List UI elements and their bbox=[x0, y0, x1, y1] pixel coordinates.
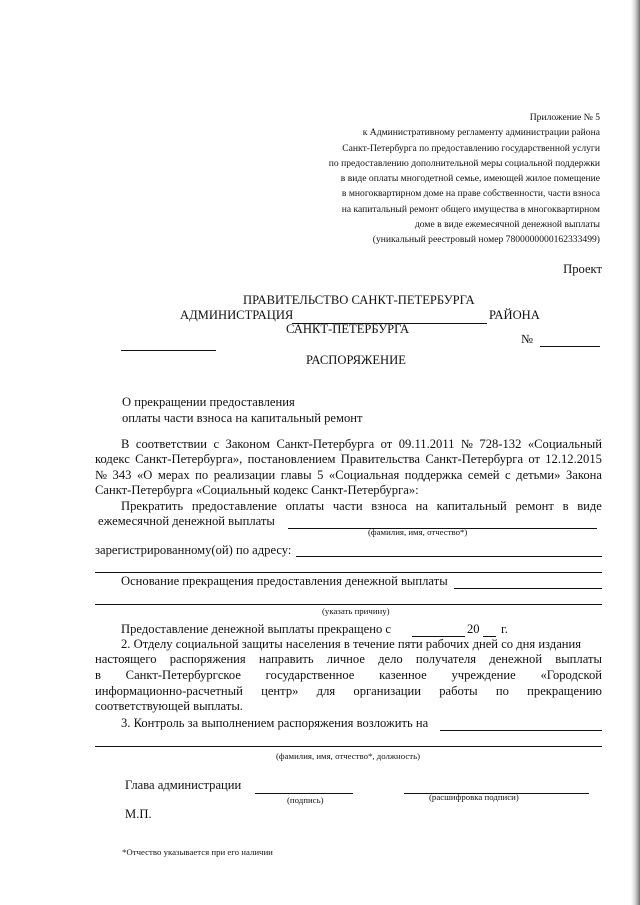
item2-line bbox=[95, 652, 602, 667]
word: главы bbox=[280, 468, 312, 482]
item2-line: соответствующей выплаты. bbox=[95, 699, 243, 713]
footnote: *Отчество указывается при его наличии bbox=[122, 847, 273, 857]
seal-label: М.П. bbox=[125, 807, 152, 821]
word: взноса bbox=[371, 499, 407, 513]
word: государственное bbox=[265, 668, 355, 682]
word: с bbox=[213, 437, 220, 451]
caption-signature: (подпись) bbox=[287, 795, 324, 805]
appendix-line: к Административному регламенту администрации района bbox=[362, 127, 600, 139]
word: В bbox=[121, 437, 130, 451]
word: 12.12.2015 bbox=[545, 452, 602, 466]
word: 09.11.2011 bbox=[398, 437, 455, 451]
word: виде bbox=[577, 499, 602, 513]
word: с bbox=[505, 468, 511, 482]
administration-label: АДМИНИСТРАЦИЯ bbox=[180, 308, 294, 322]
order-number-field[interactable] bbox=[540, 346, 600, 347]
word: реализации bbox=[213, 468, 276, 482]
word: в bbox=[95, 668, 101, 682]
word: 728-132 bbox=[479, 437, 522, 451]
word: предоставление bbox=[191, 499, 277, 513]
word: учреждение bbox=[451, 668, 516, 682]
word: работы bbox=[439, 684, 478, 698]
appendix-line: по предоставлению дополнительной меры социальной поддержки bbox=[328, 157, 600, 169]
word: на bbox=[415, 499, 428, 513]
word: по bbox=[195, 468, 209, 482]
item1-line: ежемесячной денежной выплаты bbox=[98, 514, 275, 528]
appendix-line: Санкт-Петербурга по предоставлению государственной услуги bbox=[342, 142, 600, 154]
word: направить bbox=[258, 652, 314, 666]
appendix-line: на капитальный ремонт общего имущества в многоквартирном bbox=[341, 203, 600, 215]
word: информационно-расчетный bbox=[95, 684, 243, 698]
document-type-title: РАСПОРЯЖЕНИЕ bbox=[306, 353, 406, 367]
caption-fio: (фамилия, имя, отчество*) bbox=[368, 527, 468, 537]
word: получателя bbox=[415, 652, 477, 666]
word: «Городской bbox=[540, 668, 602, 682]
word: Правительства bbox=[340, 452, 421, 466]
appendix-block bbox=[329, 110, 600, 248]
item1-line bbox=[121, 499, 602, 514]
word: детьми» bbox=[516, 468, 561, 482]
draft-label: Проект bbox=[563, 262, 602, 276]
word: ремонт bbox=[515, 499, 554, 513]
word: кодекс bbox=[95, 452, 130, 466]
head-of-administration-label: Глава администрации bbox=[125, 778, 242, 792]
word: денежной bbox=[489, 652, 543, 666]
word: Санкт-Петербурга», bbox=[135, 452, 243, 466]
word: «Социальная bbox=[328, 468, 400, 482]
order-number-sign: № bbox=[521, 332, 534, 346]
word: оплаты bbox=[285, 499, 325, 513]
word: Закона bbox=[565, 468, 602, 482]
word: Санкт-Петербургское bbox=[125, 668, 241, 682]
preamble-line bbox=[121, 437, 602, 452]
word: поддержка bbox=[404, 468, 463, 482]
preamble-line bbox=[95, 468, 602, 483]
year-suffix: г. bbox=[501, 622, 508, 636]
word: части bbox=[332, 499, 363, 513]
word: для bbox=[316, 684, 336, 698]
word: постановлением bbox=[247, 452, 336, 466]
word: личное bbox=[326, 652, 365, 666]
caption-responsible: (фамилия, имя, отчество*, должность) bbox=[276, 751, 421, 761]
word: организации bbox=[353, 684, 422, 698]
year-prefix: 20 bbox=[467, 622, 480, 636]
responsible-person-field[interactable] bbox=[440, 730, 602, 731]
basis-label: Основание прекращения предоставления денежной выплаты bbox=[121, 574, 448, 588]
word: в bbox=[562, 499, 569, 513]
word: мерах bbox=[157, 468, 190, 482]
word: от bbox=[528, 452, 540, 466]
preamble-line: Санкт-Петербурга «Социальный кодекс Санкт-Петербурга»: bbox=[95, 483, 419, 497]
word: «Социальный bbox=[527, 437, 602, 451]
address-field[interactable] bbox=[296, 556, 602, 557]
government-title: ПРАВИТЕЛЬСТВО САНКТ-ПЕТЕРБУРГА bbox=[243, 293, 475, 307]
appendix-line: (уникальный реестровый номер 7800000000162333499) bbox=[372, 234, 600, 246]
word: Прекратить bbox=[121, 499, 184, 513]
order-date-field[interactable] bbox=[121, 350, 216, 351]
word: выплаты bbox=[555, 652, 602, 666]
word: Законом bbox=[225, 437, 270, 451]
word: по bbox=[495, 684, 509, 698]
appendix-line: в виде оплаты многодетной семье, имеющей жилое помещение bbox=[340, 173, 600, 185]
word: 343 bbox=[112, 468, 132, 482]
item2-line: 2. Отделу социальной защиты населения в течение пяти рабочих дней со дня издания bbox=[121, 637, 582, 651]
word: семей bbox=[467, 468, 500, 482]
item2-line bbox=[95, 684, 602, 699]
word: № bbox=[460, 437, 473, 451]
item2-line bbox=[95, 668, 602, 683]
word: прекращению bbox=[527, 684, 602, 698]
subject-line: О прекращении предоставления bbox=[122, 395, 295, 409]
caption-decoding: (расшифровка подписи) bbox=[429, 792, 519, 802]
word: «О bbox=[136, 468, 153, 482]
word: казенное bbox=[379, 668, 427, 682]
subject-line: оплаты части взноса на капитальный ремонт bbox=[122, 411, 363, 425]
word: Санкт-Петербурга bbox=[425, 452, 524, 466]
word: распоряжения bbox=[169, 652, 246, 666]
caption-reason: (указать причину) bbox=[322, 606, 390, 616]
address-field-continuation[interactable] bbox=[95, 572, 602, 573]
city-title: САНКТ-ПЕТЕРБУРГА bbox=[286, 322, 410, 336]
word: соответствии bbox=[135, 437, 208, 451]
termination-basis-field[interactable] bbox=[454, 588, 602, 589]
termination-date-label: Предоставление денежной выплаты прекращено с bbox=[121, 622, 391, 636]
signature-field[interactable] bbox=[255, 793, 353, 794]
appendix-line: в многоквартирном доме на праве собственности, части взноса bbox=[341, 188, 600, 200]
word: капитальный bbox=[436, 499, 507, 513]
word: дело bbox=[378, 652, 403, 666]
responsible-person-field-continuation[interactable] bbox=[95, 746, 602, 747]
termination-basis-field-continuation[interactable] bbox=[95, 604, 602, 605]
appendix-line: Приложение № 5 bbox=[529, 112, 600, 123]
scan-edge-shadow bbox=[631, 0, 640, 905]
word: № bbox=[95, 468, 108, 482]
word: центр» bbox=[261, 684, 299, 698]
word: от bbox=[380, 437, 393, 451]
item3-line: 3. Контроль за выполнением распоряжения возложить на bbox=[121, 716, 429, 730]
preamble-line bbox=[95, 452, 602, 467]
word: 5 bbox=[317, 468, 324, 482]
word: настоящего bbox=[95, 652, 157, 666]
word: Санкт-Петербурга bbox=[276, 437, 375, 451]
appendix-line: доме в виде ежемесячной денежной выплаты bbox=[414, 219, 600, 231]
address-label: зарегистрированному(ой) по адресу: bbox=[95, 543, 292, 557]
district-label: РАЙОНА bbox=[489, 308, 540, 322]
